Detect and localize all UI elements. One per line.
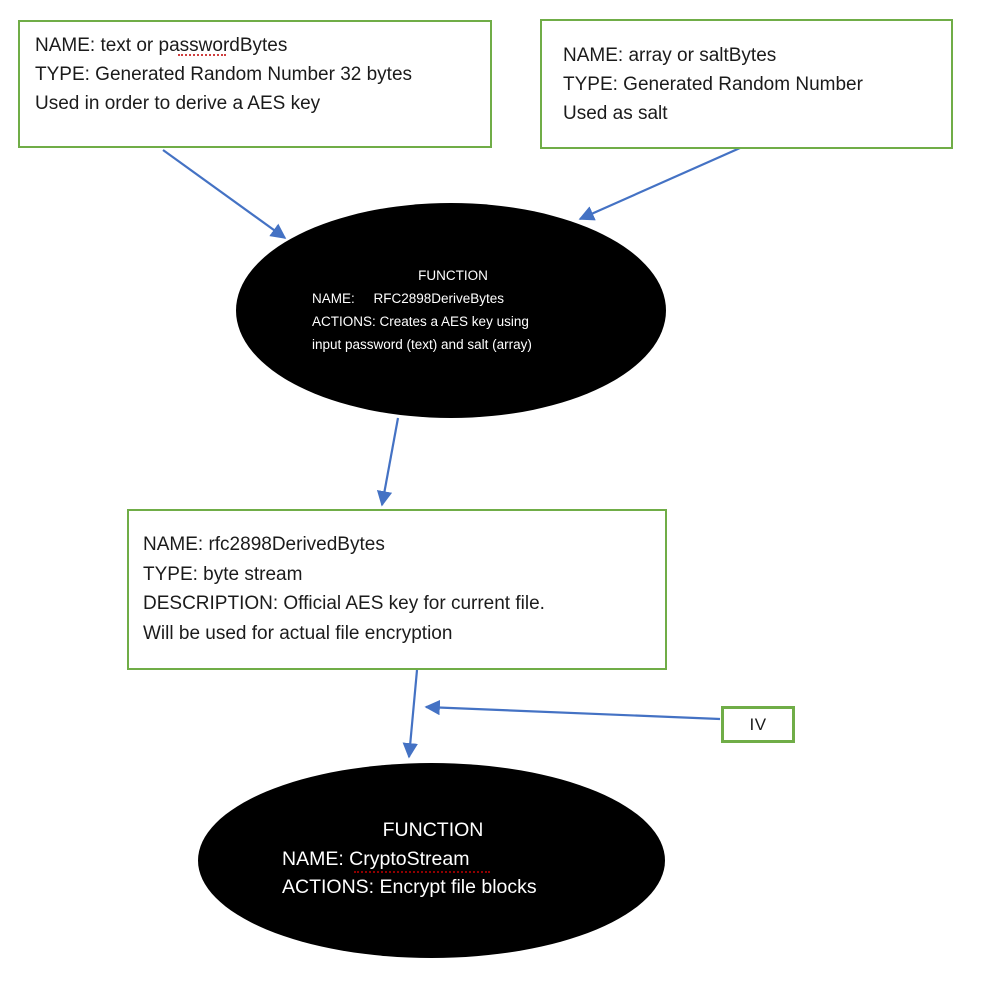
password-bytes-name-line: NAME: text or passwordBytes	[35, 35, 288, 56]
spellcheck-underline	[178, 53, 226, 56]
function-actions-line-2: input password (text) and salt (array)	[312, 337, 532, 352]
arrow-iv-to-crypto	[426, 707, 720, 719]
derived-key-type-line: TYPE: byte stream	[143, 563, 303, 585]
salt-bytes-name-line: NAME: array or saltBytes	[563, 45, 777, 66]
derive-bytes-function-ellipse	[236, 203, 666, 418]
salt-bytes-type-line: TYPE: Generated Random Number	[563, 74, 863, 95]
crypto-stream-function-text	[282, 816, 584, 902]
password-bytes-usage-line: Used in order to derive a AES key	[35, 93, 321, 114]
password-bytes-type-line: TYPE: Generated Random Number 32 bytes	[35, 64, 413, 85]
crypto-stream-function-ellipse	[198, 763, 665, 958]
function-title: FUNCTION	[382, 819, 484, 841]
function-name-line: NAME: RFC2898DeriveBytes	[312, 291, 505, 306]
function-actions-line: ACTIONS: Creates a AES key using	[312, 314, 529, 329]
spellcheck-underline	[354, 870, 490, 873]
iv-label: IV	[749, 714, 767, 734]
function-title: FUNCTION	[418, 268, 488, 283]
function-name-line: NAME: CryptoStream	[282, 847, 470, 870]
iv-box	[721, 706, 795, 743]
password-bytes-box	[18, 20, 492, 148]
derived-key-name-line: NAME: rfc2898DerivedBytes	[143, 534, 385, 555]
derived-key-description-line: DESCRIPTION: Official AES key for current file.	[143, 593, 545, 614]
arrow-key-to-crypto	[409, 670, 417, 757]
function-actions-line: ACTIONS: Encrypt file blocks	[282, 876, 537, 898]
derived-key-description-line-2: Will be used for actual file encryption	[143, 622, 453, 644]
arrow-salt-to-derive	[580, 148, 740, 219]
salt-bytes-usage-line: Used as salt	[563, 103, 668, 124]
arrow-password-to-derive	[163, 150, 285, 238]
salt-bytes-box	[540, 19, 953, 149]
arrow-derive-to-key	[382, 418, 398, 505]
derive-bytes-function-text	[312, 264, 594, 356]
derived-key-box	[127, 509, 667, 670]
